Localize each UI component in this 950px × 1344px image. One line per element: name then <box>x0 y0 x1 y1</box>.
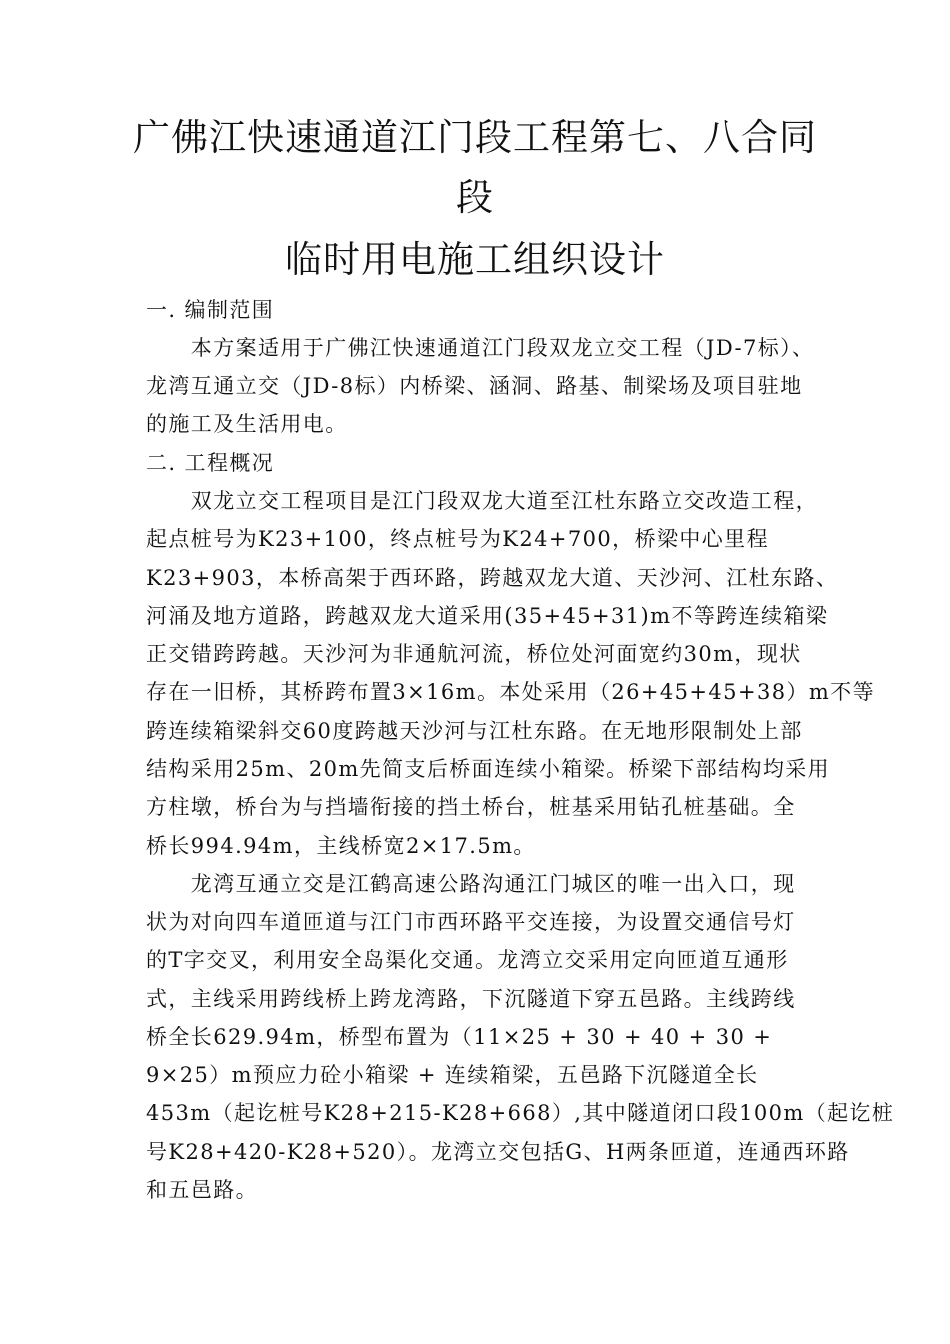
section-heading-overview: 二. 工程概况 <box>146 451 275 475</box>
paragraph-line: 的施工及生活用电。 <box>146 412 348 436</box>
paragraph-line: K23+903，本桥高架于西环路，跨越双龙大道、天沙河、江杜东路、 <box>146 566 839 590</box>
paragraph-line: 龙湾互通立交是江鹤高速公路沟通江门城区的唯一出入口，现 <box>146 872 796 896</box>
paragraph-line: 号K28+420-K28+520）。龙湾立交包括G、H两条匝道，连通西环路 <box>146 1140 850 1164</box>
paragraph-line: 河涌及地方道路，跨越双龙大道采用(35+45+31)m不等跨连续箱梁 <box>146 604 829 628</box>
paragraph-line: 状为对向四车道匝道与江门市西环路平交连接，为设置交通信号灯 <box>146 910 796 934</box>
paragraph-line: 的T字交叉，利用安全岛渠化交通。龙湾立交采用定向匝道互通形 <box>146 948 789 972</box>
paragraph-line: 方柱墩，桥台为与挡墙衔接的挡土桥台，桩基采用钻孔桩基础。全 <box>146 795 796 819</box>
paragraph-line: 9×25）m预应力砼小箱梁 + 连续箱梁，五邑路下沉隧道全长 <box>146 1063 759 1087</box>
paragraph-line: 桥长994.94m，主线桥宽2×17.5m。 <box>146 834 536 858</box>
document-title-line-1: 广佛江快速通道江门段工程第七、八合同 <box>133 116 817 159</box>
paragraph-line: 存在一旧桥，其桥跨布置3×16m。本处采用（26+45+45+38）m不等 <box>146 680 875 704</box>
paragraph-line: 跨连续箱梁斜交60度跨越天沙河与江杜东路。在无地形限制处上部 <box>146 719 803 743</box>
paragraph-line: 结构采用25m、20m先简支后桥面连续小箱梁。桥梁下部结构均采用 <box>146 757 831 781</box>
paragraph-line: 和五邑路。 <box>146 1178 258 1202</box>
paragraph-line: 桥全长629.94m，桥型布置为（11×25 + 30 + 40 + 30 + <box>146 1025 773 1049</box>
paragraph-line: 龙湾互通立交（JD-8标）内桥梁、涵洞、路基、制梁场及项目驻地 <box>146 374 803 398</box>
paragraph-line: 双龙立交工程项目是江门段双龙大道至江杜东路立交改造工程， <box>146 489 818 513</box>
paragraph-line: 正交错跨跨越。天沙河为非通航河流，桥位处河面宽约30m，现状 <box>146 642 802 666</box>
document-title-line-3: 临时用电施工组织设计 <box>285 238 665 281</box>
section-heading-scope: 一. 编制范围 <box>146 298 275 322</box>
paragraph-line: 起点桩号为K23+100，终点桩号为K24+700，桥梁中心里程 <box>146 527 769 551</box>
paragraph-line: 本方案适用于广佛江快速通道江门段双龙立交工程（JD-7标）、 <box>146 336 815 360</box>
paragraph-line: 式，主线采用跨线桥上跨龙湾路，下沉隧道下穿五邑路。主线跨线 <box>146 987 796 1011</box>
paragraph-line: 453m（起讫桩号K28+215-K28+668）,其中隧道闭口段100m（起讫桩 <box>146 1101 895 1125</box>
document-title-line-2: 段 <box>456 176 494 219</box>
